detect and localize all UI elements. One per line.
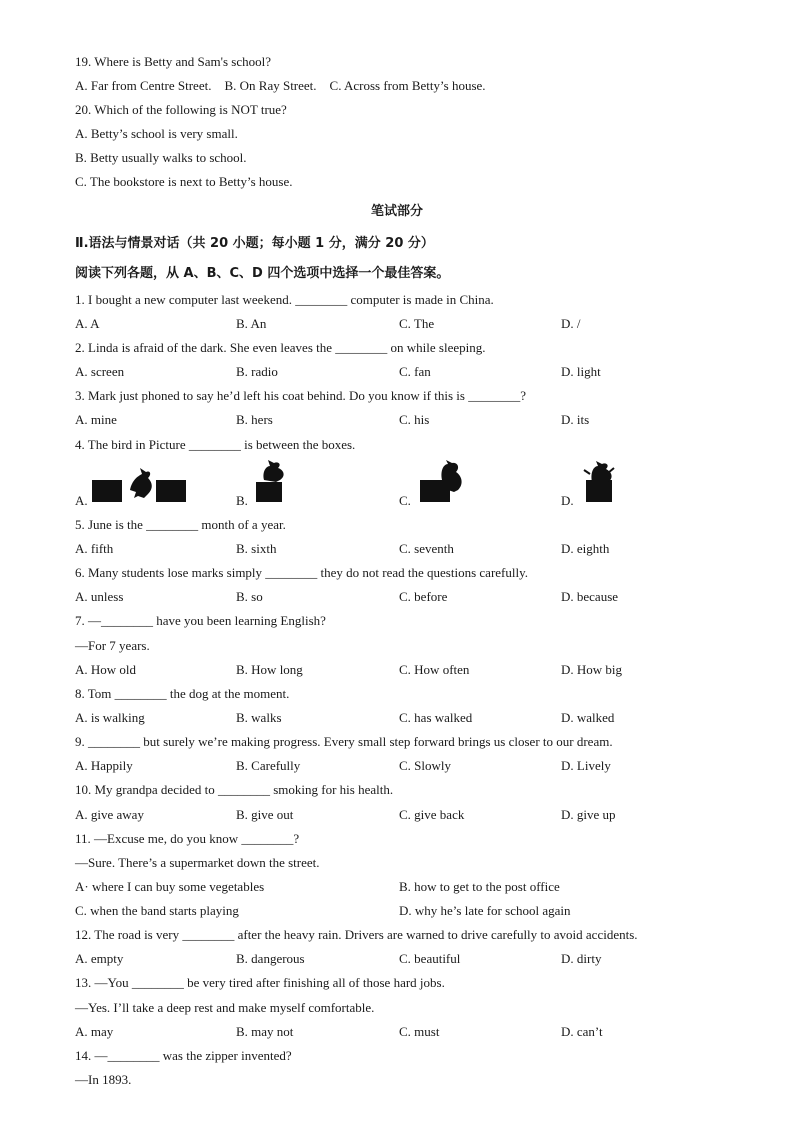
q13-stem: 13. —You ________ be very tired after finishing all of those hard jobs. <box>75 975 445 990</box>
q10-option-b: B. give out <box>236 807 294 822</box>
q14-stem: 14. —________ was the zipper invented? <box>75 1048 292 1063</box>
q9-option-c: C. Slowly <box>399 758 452 773</box>
picture-b-bird-on-box <box>252 458 292 504</box>
q7-reply: —For 7 years. <box>75 638 150 653</box>
q3-option-a: A. mine <box>75 412 117 427</box>
q8-stem: 8. Tom ________ the dog at the moment. <box>75 686 290 701</box>
q1-option-d: D. / <box>561 316 581 331</box>
section2-title: Ⅱ.语法与情景对话（共 20 小题；每小题 1 分，满分 20 分） <box>75 236 434 251</box>
q11-reply: —Sure. There’s a supermarket down the street. <box>75 855 320 870</box>
q19-stem: 19. Where is Betty and Sam's school? <box>75 54 271 69</box>
q12-option-b: B. dangerous <box>236 951 305 966</box>
q2-option-b: B. radio <box>236 364 278 379</box>
q5-option-d: D. eighth <box>561 541 610 556</box>
q3-option-b: B. hers <box>236 412 273 427</box>
q10-option-c: C. give back <box>399 807 465 822</box>
q11-option-d: D. why he’s late for school again <box>399 903 571 918</box>
q12-stem: 12. The road is very ________ after the heavy rain. Drivers are warned to drive carefully to avoid accidents. <box>75 927 638 942</box>
q7-option-a: A. How old <box>75 662 137 677</box>
q20-stem: 20. Which of the following is NOT true? <box>75 102 287 117</box>
q1-option-b: B. An <box>236 316 267 331</box>
q14-reply: —In 1893. <box>75 1072 132 1087</box>
q7-option-d: D. How big <box>561 662 623 677</box>
q3-option-d: D. its <box>561 412 590 427</box>
q8-option-d: D. walked <box>561 710 615 725</box>
q2-option-a: A. screen <box>75 364 125 379</box>
q3-stem: 3. Mark just phoned to say he’d left his coat behind. Do you know if this is ________? <box>75 388 526 403</box>
q2-option-d: D. light <box>561 364 601 379</box>
q8-option-b: B. walks <box>236 710 282 725</box>
q3-option-c: C. his <box>399 412 430 427</box>
q10-option-d: D. give up <box>561 807 616 822</box>
q4-stem: 4. The bird in Picture ________ is between the boxes. <box>75 437 356 452</box>
q10-option-a: A. give away <box>75 807 144 822</box>
q11-option-b: B. how to get to the post office <box>399 879 560 894</box>
q1-option-a: A. A <box>75 316 100 331</box>
q8-option-a: A. is walking <box>75 710 145 725</box>
picture-a-bird-between-boxes <box>90 464 188 504</box>
q6-option-d: D. because <box>561 589 619 604</box>
section2-instruction: 阅读下列各题，从 A、B、C、D 四个选项中选择一个最佳答案。 <box>75 266 450 281</box>
q12-option-c: C. beautiful <box>399 951 461 966</box>
q1-stem: 1. I bought a new computer last weekend. ________ computer is made in China. <box>75 292 494 307</box>
q20-option-b: B. Betty usually walks to school. <box>75 150 247 165</box>
q7-option-c: C. How often <box>399 662 470 677</box>
q4-option-c: C. <box>399 493 411 508</box>
q19-options: A. Far from Centre Street. B. On Ray Street. C. Across from Betty’s house. <box>75 78 486 93</box>
q11-stem: 11. —Excuse me, do you know ________? <box>75 831 300 846</box>
written-section-title: 笔试部分 <box>370 204 423 219</box>
q6-option-b: B. so <box>236 589 263 604</box>
q9-option-a: A. Happily <box>75 758 133 773</box>
q8-option-c: C. has walked <box>399 710 473 725</box>
q9-option-d: D. Lively <box>561 758 611 773</box>
q5-option-b: B. sixth <box>236 541 277 556</box>
q7-stem: 7. —________ have you been learning English? <box>75 613 326 628</box>
q6-stem: 6. Many students lose marks simply ________ they do not read the questions carefully. <box>75 565 529 580</box>
q6-option-a: A. unless <box>75 589 124 604</box>
q20-option-a: A. Betty’s school is very small. <box>75 126 238 141</box>
q6-option-c: C. before <box>399 589 448 604</box>
q13-reply: —Yes. I’ll take a deep rest and make myself comfortable. <box>75 1000 375 1015</box>
q5-option-a: A. fifth <box>75 541 114 556</box>
q5-option-c: C. seventh <box>399 541 454 556</box>
q11-option-c: C. when the band starts playing <box>75 903 239 918</box>
q11-option-a: A· where I can buy some vegetables <box>75 879 265 894</box>
q2-option-c: C. fan <box>399 364 431 379</box>
q13-option-b: B. may not <box>236 1024 294 1039</box>
q4-option-b: B. <box>236 493 248 508</box>
q2-stem: 2. Linda is afraid of the dark. She even leaves the ________ on while sleeping. <box>75 340 486 355</box>
q9-stem: 9. ________ but surely we’re making progress. Every small step forward brings us closer to our dream. <box>75 734 613 749</box>
q4-option-a: A. <box>75 493 88 508</box>
q9-option-b: B. Carefully <box>236 758 301 773</box>
q5-stem: 5. June is the ________ month of a year. <box>75 517 286 532</box>
q12-option-a: A. empty <box>75 951 124 966</box>
picture-c-bird-behind-box <box>418 460 466 504</box>
q20-option-c: C. The bookstore is next to Betty’s house. <box>75 174 293 189</box>
q13-option-d: D. can’t <box>561 1024 603 1039</box>
q13-option-c: C. must <box>399 1024 440 1039</box>
q10-stem: 10. My grandpa decided to ________ smoking for his health. <box>75 782 394 797</box>
q7-option-b: B. How long <box>236 662 303 677</box>
q12-option-d: D. dirty <box>561 951 602 966</box>
picture-d-bird-in-box <box>580 460 620 504</box>
q1-option-c: C. The <box>399 316 435 331</box>
q13-option-a: A. may <box>75 1024 114 1039</box>
q4-option-d: D. <box>561 493 574 508</box>
